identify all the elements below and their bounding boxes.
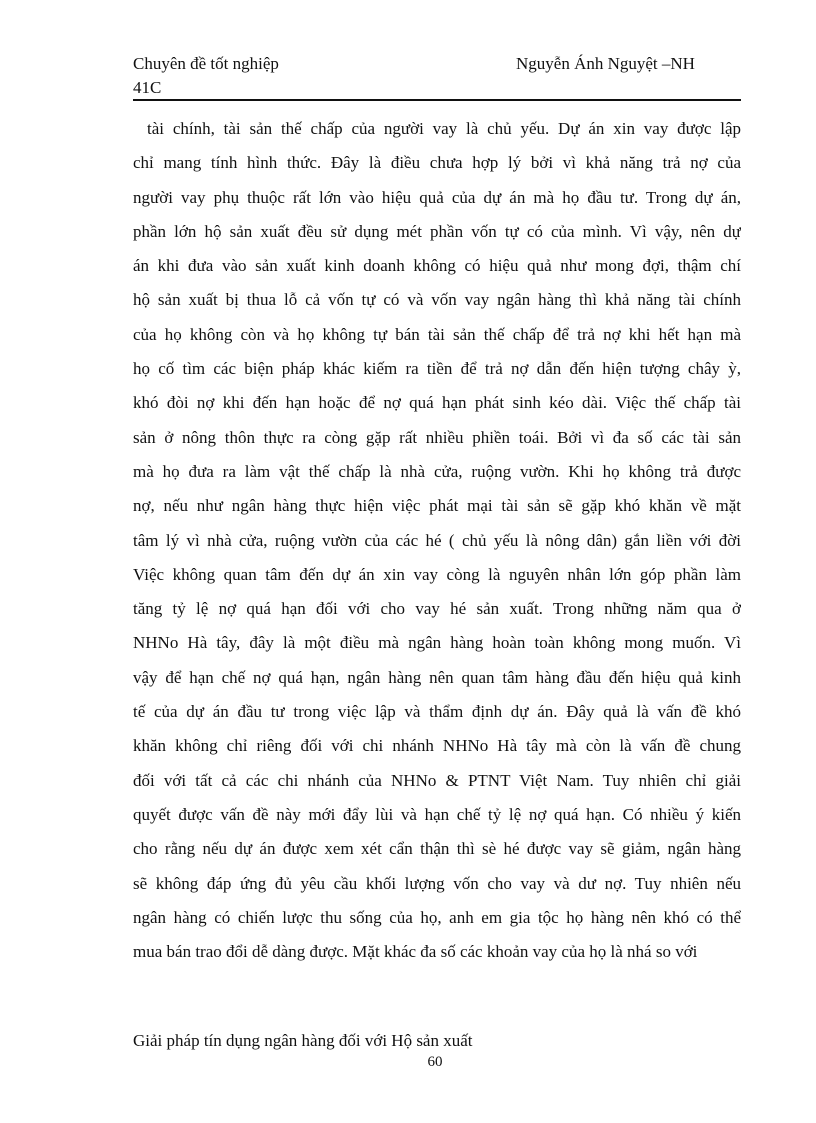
text-line: mua bán trao đổi dễ dàng được. Mặt khác đa số các khoản vay của họ là nhá so với bbox=[133, 942, 698, 962]
text-line: chỉ mang tính hình thức. Đây là điều chưa hợp lý bởi vì khả năng trả nợ của bbox=[133, 153, 741, 173]
author-name: Nguyễn Ánh Nguyệt –NH bbox=[516, 54, 695, 73]
class-code: 41C bbox=[133, 78, 162, 97]
text-line: tăng tỷ lệ nợ quá hạn đối với cho vay hé sản xuất. Trong những năm qua ở bbox=[133, 599, 741, 619]
text-line: án khi đưa vào sản xuất kinh doanh không có hiệu quả như mong đợi, thậm chí bbox=[133, 256, 741, 276]
page-number: 60 bbox=[427, 1054, 443, 1070]
footer-title: Giải pháp tín dụng ngân hàng đối với Hộ sản xuất bbox=[133, 1031, 473, 1050]
text-line: sẽ không đáp ứng đủ yêu cầu khối lượng vốn cho vay và dư nợ. Tuy nhiên nếu bbox=[133, 873, 741, 893]
text-line: khăn không chỉ riêng đối với chi nhánh NHNo Hà tây mà còn là vấn đề chung bbox=[133, 736, 741, 756]
body-text bbox=[133, 112, 741, 969]
header-divider bbox=[133, 99, 741, 101]
text-line: NHNo Hà tây, đây là một điều mà ngân hàng hoàn toàn không mong muốn. Vì bbox=[133, 633, 741, 653]
text-line: tài chính, tài sản thế chấp của người vay là chủ yếu. Dự án xin vay được lập bbox=[147, 119, 741, 138]
text-line: khó đòi nợ khi đến hạn hoặc để nợ quá hạn phát sinh kéo dài. Việc thế chấp tài bbox=[133, 393, 741, 413]
text-line: tâm lý vì nhà cửa, ruộng vườn của các hé ( chủ yếu là nông dân) gắn liền với đời bbox=[133, 530, 741, 550]
text-line: phần lớn hộ sản xuất đều sử dụng mét phần vốn tự có của mình. Vì vậy, nên dự bbox=[133, 221, 741, 241]
text-line: đối với tất cả các chi nhánh của NHNo & PTNT Việt Nam. Tuy nhiên chỉ giải bbox=[133, 770, 741, 790]
text-line: họ cố tìm các biện pháp khác kiếm ra tiền để trả nợ dẫn đến hiện tượng chây ỳ, bbox=[133, 359, 741, 379]
header-left bbox=[133, 52, 279, 100]
text-line: quyết được vấn đề này mới đẩy lùi và hạn chế tỷ lệ nợ quá hạn. Có nhiều ý kiến bbox=[133, 804, 741, 824]
text-line: nợ, nếu như ngân hàng thực hiện việc phát mại tài sản sẽ gặp khó khăn về mặt bbox=[133, 496, 741, 516]
text-line: của họ không còn và họ không tự bán tài sản thế chấp để trả nợ khi hết hạn mà bbox=[133, 324, 741, 344]
text-line: vậy để hạn chế nợ quá hạn, ngân hàng nên quan tâm hàng đầu đến hiệu quả kinh bbox=[133, 667, 741, 687]
text-line: mà họ đưa ra làm vật thế chấp là nhà cửa, ruộng vườn. Khi họ không trả được bbox=[133, 461, 741, 481]
text-line: sản ở nông thôn thực ra còng gặp rất nhiều phiền toái. Bởi vì đa số các tài sản bbox=[133, 427, 741, 447]
document-type: Chuyên đề tốt nghiệp bbox=[133, 54, 279, 73]
text-line: người vay phụ thuộc rất lớn vào hiệu quả của dự án mà họ đầu tư. Trong dự án, bbox=[133, 187, 741, 207]
text-line: cho rằng nếu dự án được xem xét cẩn thận thì sè hé được vay sẽ giảm, ngân hàng bbox=[133, 839, 741, 859]
text-line: Việc không quan tâm đến dự án xin vay còng là nguyên nhân lớn góp phần làm bbox=[133, 564, 741, 584]
text-line: tế của dự án đầu tư trong việc lập và thẩm định dự án. Đây quả là vấn đề khó bbox=[133, 702, 741, 722]
text-line: ngân hàng có chiến lược thu sống của họ, anh em gia tộc họ hàng nên khó có thể bbox=[133, 907, 741, 927]
text-line: hộ sản xuất bị thua lỗ cả vốn tự có và vốn vay ngân hàng thì khả năng tài chính bbox=[133, 290, 741, 310]
